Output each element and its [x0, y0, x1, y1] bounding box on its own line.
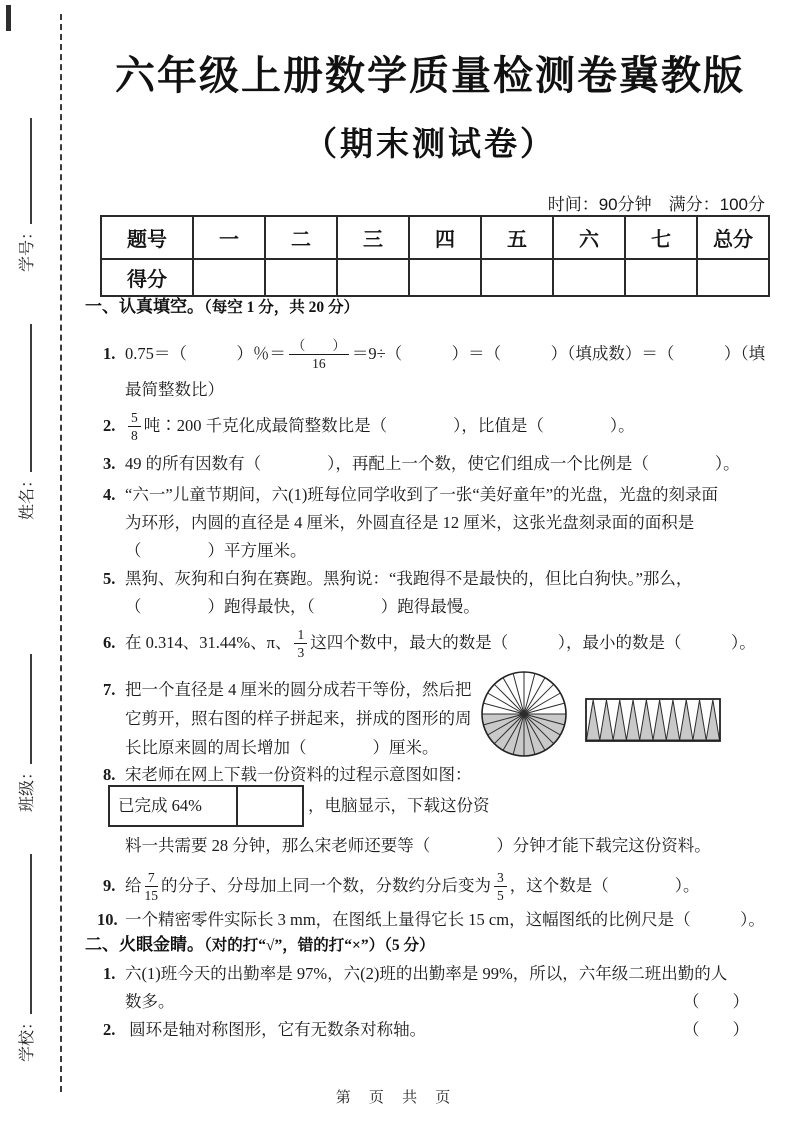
- fraction-denominator: 3: [297, 644, 305, 660]
- s2-question-1-line2-text: 数多。: [125, 992, 175, 1011]
- s2-question-2-answer-brackets: （ ）: [683, 1020, 749, 1039]
- question-5-line1: 黑狗、灰狗和白狗在赛跑。黑狗说：“我跑得不是最快的，但比白狗快。”那么，: [125, 569, 693, 588]
- score-table-cell-label: 题号: [101, 216, 193, 259]
- fraction-denominator: 15: [144, 887, 158, 903]
- page-footer: 第 页 共 页: [335, 1089, 458, 1106]
- section1-note: （每空 1 分，共 20 分）: [204, 299, 360, 316]
- score-row-label: 得分: [101, 259, 193, 296]
- class-blank-line: [29, 654, 32, 764]
- fraction-denominator: 5: [497, 887, 504, 903]
- question-8-line2: 料一共需要 28 分钟，那么宋老师还要等（ ）分钟才能下载完这份资料。: [125, 836, 711, 855]
- dashed-fold-line: [60, 14, 62, 1092]
- question-4-line2: 为环形，内圆的直径是 4 厘米，外圆直径是 12 厘米，这张光盘刻录面的面积是: [125, 513, 695, 532]
- question-7-line3: 长比原来圆的周长增加（ ）厘米。: [125, 738, 439, 757]
- score-cell-empty: [193, 259, 265, 296]
- question-6-text-b: 这四个数中，最大的数是（ ），最小的数是（ ）。: [310, 633, 756, 652]
- score-table-score-row: [101, 259, 769, 296]
- fraction-7-15: [145, 869, 159, 904]
- question-5-line2: （ ）跑得最快，（ ）跑得最慢。: [125, 597, 480, 616]
- paper-title: 六年级上册数学质量检测卷冀教版: [115, 54, 745, 98]
- question-2: [85, 404, 635, 448]
- question-9-number: 9.: [103, 876, 116, 895]
- score-cell-empty: [481, 259, 553, 296]
- student-name-field: [14, 324, 42, 520]
- score-table-cell: 六: [553, 216, 625, 259]
- score-cell-empty: [553, 259, 625, 296]
- question-10: [85, 908, 765, 932]
- time-and-score-info: 时间：90分钟 满分：100分: [547, 195, 765, 214]
- question-6-number: 6.: [103, 633, 116, 652]
- s2-question-1-number: 1.: [103, 964, 116, 983]
- question-7-line2: 它剪开，照右图的样子拼起来，拼成的图形的周: [125, 709, 472, 728]
- circle-divided-into-sectors-figure: [479, 669, 569, 759]
- score-table-cell: 二: [265, 216, 337, 259]
- score-cell-empty: [337, 259, 409, 296]
- fraction-1-3: [294, 626, 307, 661]
- question-2-text: 吨∶200 千克化成最简整数比是（ ），比值是（ ）。: [143, 416, 635, 435]
- question-1: [85, 330, 765, 378]
- question-9: [85, 862, 700, 910]
- score-cell-empty: [409, 259, 481, 296]
- score-table-cell: 五: [481, 216, 553, 259]
- question-7-number: 7.: [103, 680, 116, 699]
- fraction-denominator: 8: [131, 427, 138, 443]
- s2-question-1-answer-brackets: （ ）: [683, 992, 749, 1011]
- question-8-number: 8.: [103, 765, 116, 784]
- question-8: [85, 763, 472, 787]
- question-3-number: 3.: [103, 454, 116, 473]
- question-8-after-figure-text: ，电脑显示，下载这份资: [308, 796, 490, 815]
- student-id-field: [14, 118, 42, 272]
- section1-label: 一、认真填空。: [85, 297, 204, 316]
- question-6: [85, 620, 756, 666]
- question-9-text-a: 给: [125, 876, 142, 895]
- question-8-intro: 宋老师在网上下载一份资料的过程示意图如图：: [125, 765, 472, 784]
- school-blank-line: [29, 854, 32, 1014]
- question-5-number: 5.: [103, 569, 116, 588]
- question-4: [85, 483, 718, 507]
- question-10-number: 10.: [97, 910, 118, 929]
- question-3-text: 49 的所有因数有（ ），再配上一个数，使它们组成一个比例是（ ）。: [125, 454, 740, 473]
- student-name-blank-line: [29, 324, 32, 472]
- student-id-label: 学号：: [19, 223, 36, 272]
- section2-heading: [85, 933, 434, 958]
- fraction-5-8: [128, 409, 141, 444]
- sectors-rearranged-strip-figure: [585, 698, 721, 742]
- fraction-numerator: 3: [494, 869, 507, 887]
- corner-registration-mark: [6, 5, 11, 31]
- fraction-numerator: （ ）: [289, 337, 349, 355]
- question-8-figure-row: [108, 785, 490, 827]
- question-5: [85, 567, 692, 591]
- score-table: [100, 215, 770, 297]
- question-10-text: 一个精密零件实际长 3 mm，在图纸上量得它长 15 cm，这幅图纸的比例尺是（ ）。: [125, 910, 765, 929]
- s2-question-2-text: 圆环是轴对称图形，它有无数条对称轴。: [129, 1020, 427, 1039]
- question-4-number: 4.: [103, 485, 116, 504]
- fraction-denominator: 16: [312, 355, 326, 371]
- score-table-cell: 七: [625, 216, 697, 259]
- score-table-cell: 总分: [697, 216, 769, 259]
- school-label: 学校：: [19, 1013, 36, 1062]
- download-progress-bar-figure: [108, 785, 304, 827]
- question-4-line3: （ ）平方厘米。: [125, 541, 307, 560]
- progress-completed-segment: 已完成 64%: [110, 787, 238, 825]
- question-1-number: 1.: [103, 344, 116, 363]
- score-table-cell: 三: [337, 216, 409, 259]
- paper-subtitle: （期末测试卷）: [304, 125, 556, 162]
- fraction-numerator: 1: [294, 626, 307, 644]
- section2-note: （对的打“√”，错的打“×”）（5 分）: [204, 937, 435, 954]
- fraction-3-5: [494, 869, 507, 904]
- student-id-blank-line: [29, 118, 32, 224]
- class-field: [14, 654, 42, 812]
- section2-question-1-line2: [85, 990, 793, 1014]
- progress-remaining-segment: [238, 787, 302, 825]
- class-label: 班级：: [19, 763, 36, 812]
- student-name-label: 姓名：: [19, 471, 36, 520]
- question-6-text-a: 在 0.314、31.44%、π、: [125, 633, 292, 652]
- section1-heading: [85, 295, 359, 320]
- s2-question-2-number: 2.: [103, 1020, 116, 1039]
- score-cell-empty: [697, 259, 769, 296]
- question-1-text-b: ＝9÷（ ）＝（ ）（填成数）＝（ ）（填: [351, 344, 766, 363]
- question-3: [85, 452, 740, 476]
- score-cell-empty: [625, 259, 697, 296]
- question-7-text1: 把一个直径是 4 厘米的圆分成若干等份，然后把: [125, 680, 472, 699]
- question-1-continued: 最简整数比）: [125, 380, 224, 399]
- section2-label: 二、火眼金睛。: [85, 935, 204, 954]
- score-table-cell: 四: [409, 216, 481, 259]
- fraction-numerator: 7: [145, 869, 159, 887]
- score-table-cell: 一: [193, 216, 265, 259]
- s2-question-1-line1: 六(1)班今天的出勤率是 97%，六(2)班的出勤率是 99%，所以，六年级二班出勤的人: [125, 964, 728, 983]
- section2-question-2: [85, 1018, 793, 1042]
- fraction-blank-over-16: [289, 337, 349, 372]
- question-9-text-c: ，这个数是（ ）。: [509, 876, 700, 895]
- section2-question-1: [85, 962, 727, 986]
- question-1-text-a: 0.75＝（ ）％＝: [125, 344, 286, 363]
- school-field: [14, 854, 42, 1062]
- fraction-numerator: 5: [128, 409, 141, 427]
- score-cell-empty: [265, 259, 337, 296]
- score-table-header-row: [101, 216, 769, 259]
- question-4-line1: “六一”儿童节期间，六(1)班每位同学收到了一张“美好童年”的光盘，光盘的刻录面: [125, 485, 719, 504]
- question-9-text-b: 的分子、分母加上同一个数，分数约分后变为: [161, 876, 491, 895]
- question-2-number: 2.: [103, 416, 116, 435]
